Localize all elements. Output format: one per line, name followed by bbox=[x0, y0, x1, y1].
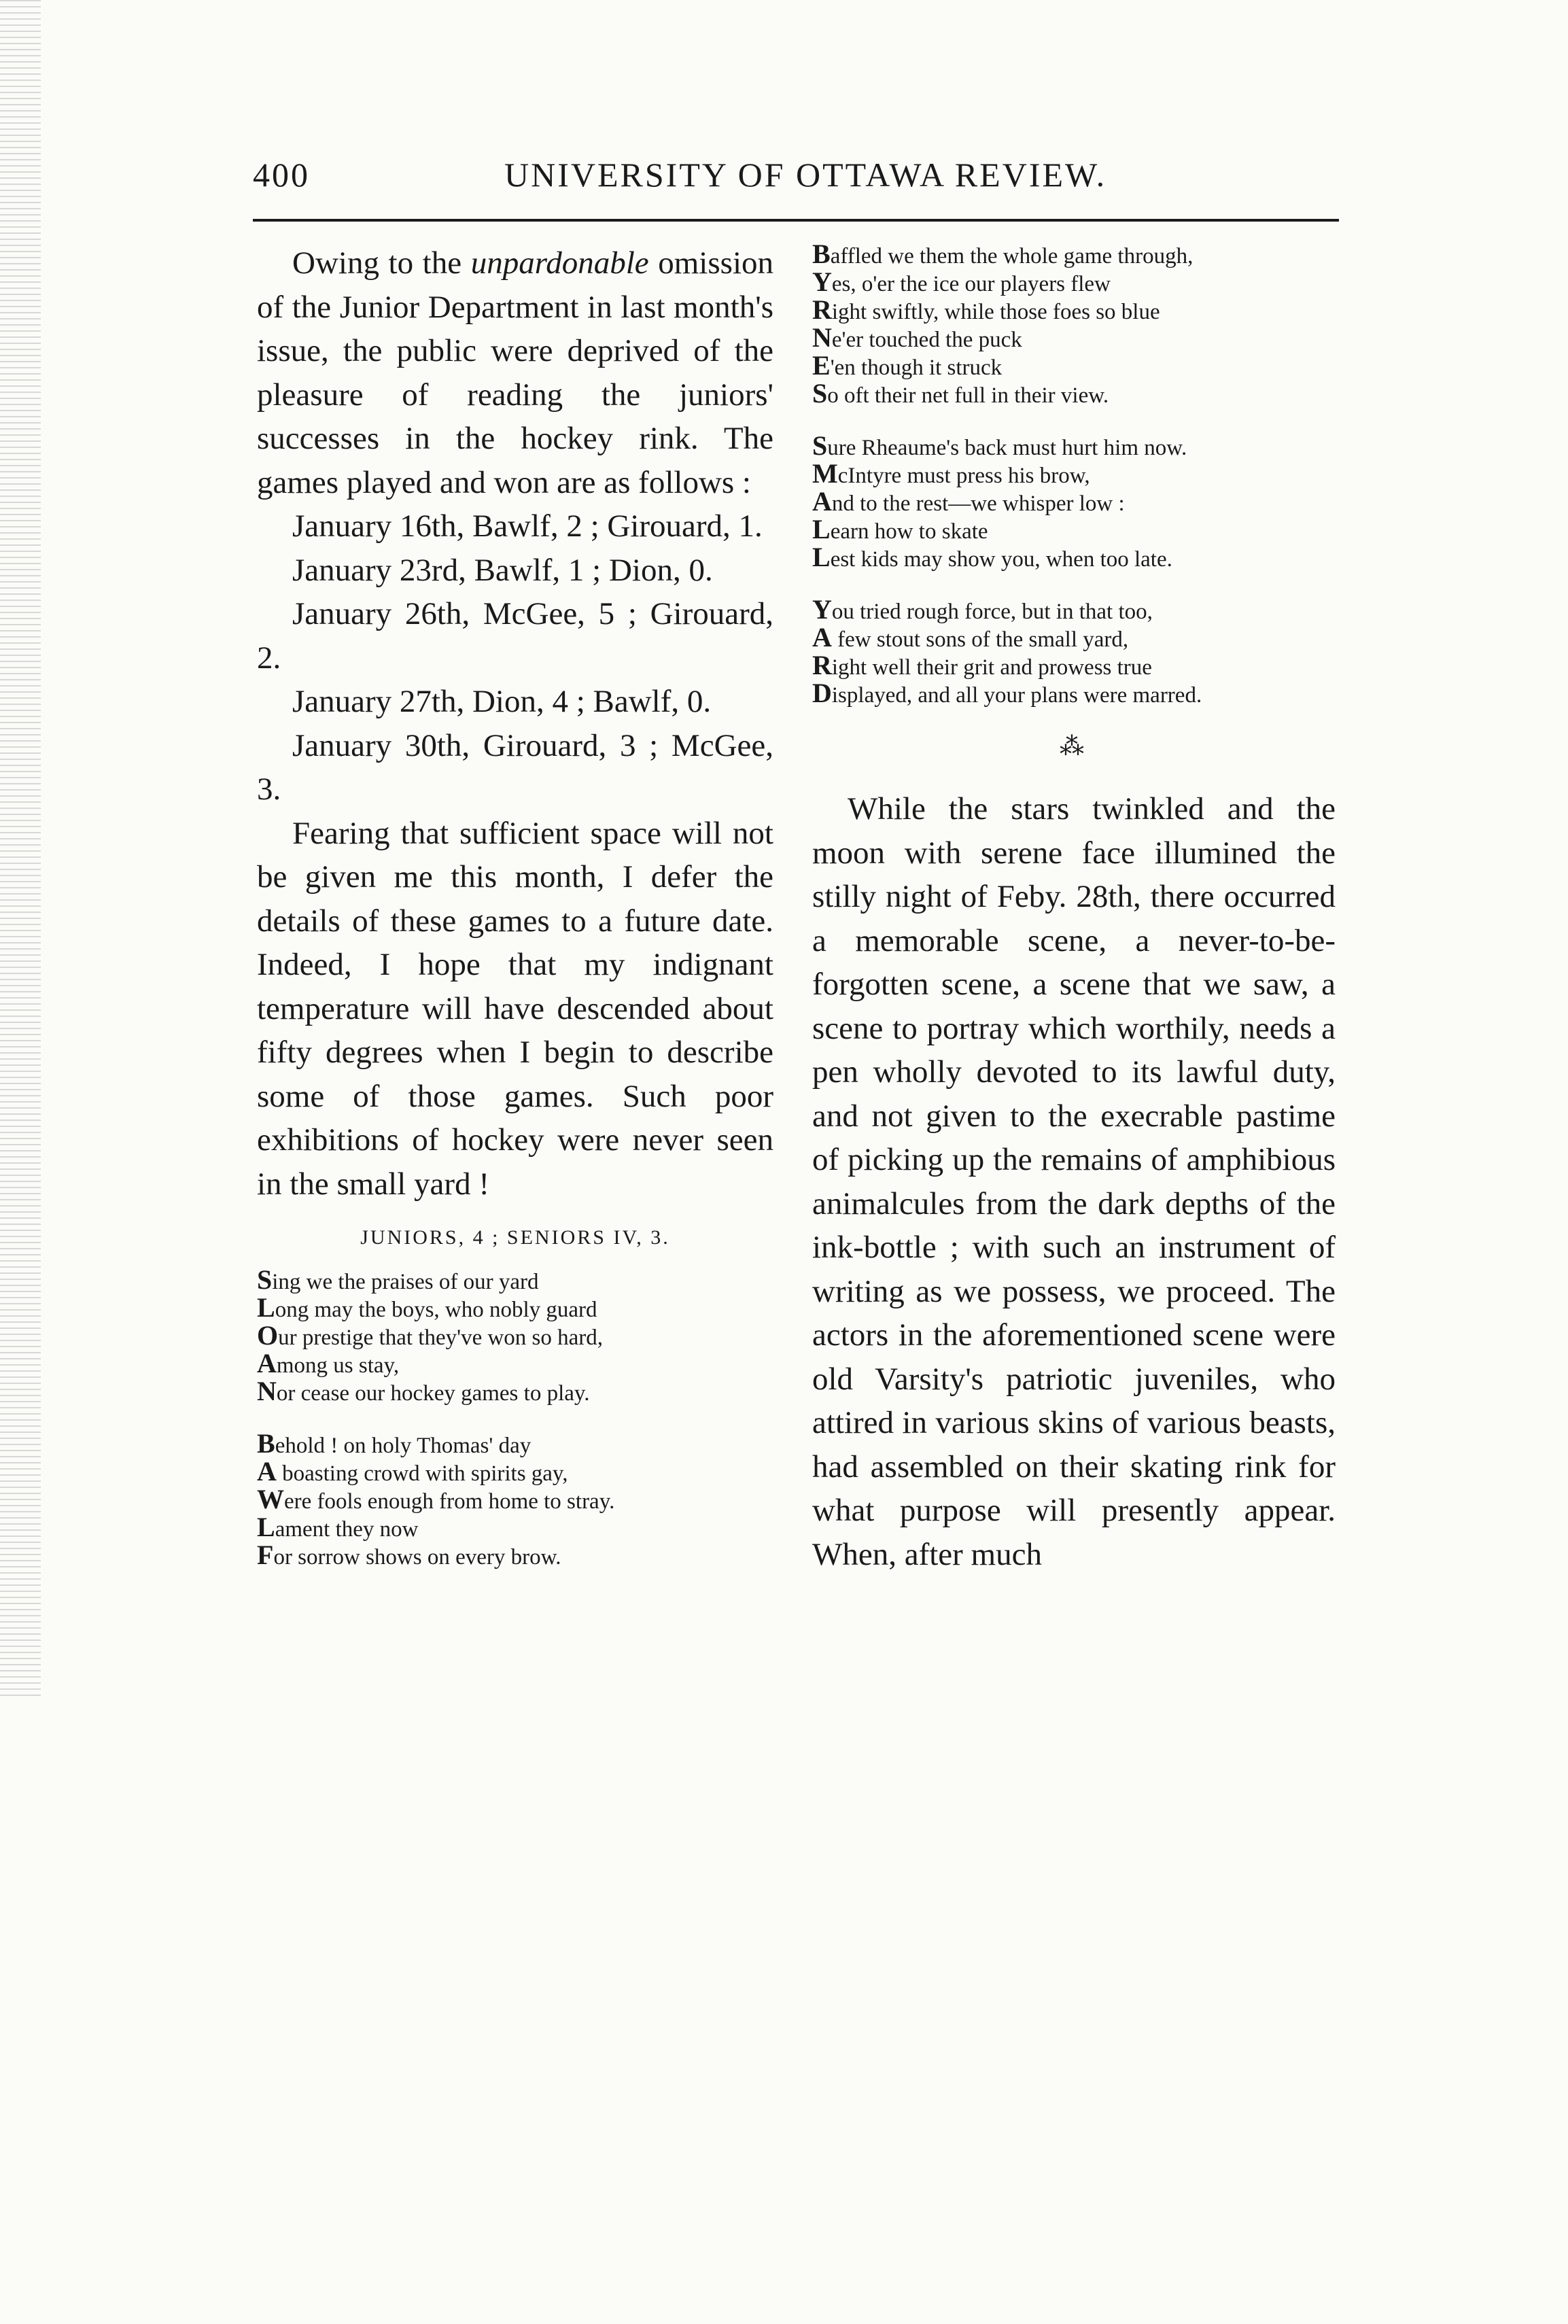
poem-stanza-2 bbox=[257, 1428, 773, 1570]
poem-line: E'en though it struck bbox=[812, 350, 1003, 381]
poem-line: A boasting crowd with spirits gay, bbox=[257, 1456, 568, 1487]
poem-line: You tried rough force, but in that too, bbox=[812, 594, 1153, 625]
poem-line: Our prestige that they've won so hard, bbox=[257, 1320, 604, 1351]
game-result: January 16th, Bawlf, 2 ; Girouard, 1. bbox=[292, 508, 763, 544]
game-result: January 27th, Dion, 4 ; Bawlf, 0. bbox=[292, 684, 712, 719]
game-result: January 23rd, Bawlf, 1 ; Dion, 0. bbox=[292, 552, 713, 588]
intro-paragraph bbox=[257, 241, 773, 504]
poem-line: Long may the boys, who nobly guard bbox=[257, 1292, 597, 1323]
poem-line: For sorrow shows on every brow. bbox=[257, 1540, 561, 1570]
poem-line: Behold ! on holy Thomas' day bbox=[257, 1428, 532, 1459]
left-column bbox=[257, 241, 773, 1595]
poem-line: Nor cease our hockey games to play. bbox=[257, 1376, 590, 1406]
page-header bbox=[253, 155, 1340, 203]
poem-line: And to the rest—we whisper low : bbox=[812, 486, 1125, 517]
poem-stanza-1 bbox=[257, 1264, 773, 1406]
poem-line: Lament they now bbox=[257, 1512, 419, 1542]
poem-line: Among us stay, bbox=[257, 1348, 400, 1378]
poem-line: Learn how to skate bbox=[812, 514, 988, 544]
game-results bbox=[257, 504, 773, 812]
score-heading: JUNIORS, 4 ; SENIORS IV, 3. bbox=[360, 1226, 670, 1249]
scan-margin-artifact bbox=[0, 0, 41, 1699]
closing-paragraph: While the stars twinkled and the moon with serene face illumined the stilly night of Feby. 28th, there occurred a memorable scene, a never-to-be-forgotten scene, a scene that we saw, a scene to portray which worthily, needs a pen wholly devoted to its lawful duty, and not given to the execrable pastime of picking up the remains of amphibious animalcules from the dark depths of the ink-bottle ; with such an instrument of writing as we possess, we proceed. The actors in the aforementioned scene were old Varsity's patriotic juveniles, who attired in various skins of various beasts, had assembled on their skating rink for what purpose will presently appear. When, after much bbox=[812, 791, 1336, 1572]
poem-line: Displayed, and all your plans were marred. bbox=[812, 678, 1202, 708]
poem-stanza-5 bbox=[812, 594, 1336, 708]
poem-line: Yes, o'er the ice our players flew bbox=[812, 266, 1111, 297]
page-number: 400 bbox=[253, 156, 310, 194]
poem-line: McIntyre must press his brow, bbox=[812, 458, 1090, 489]
section-separator-asterism: ⁂ bbox=[1060, 733, 1088, 760]
intro-emphasis: unpardonable bbox=[470, 245, 649, 281]
header-rule bbox=[253, 219, 1339, 222]
poem-stanza-4 bbox=[812, 430, 1336, 572]
game-result: January 26th, McGee, 5 ; Girouard, 2. bbox=[257, 596, 773, 676]
poem-line: Baffled we them the whole game through, bbox=[812, 239, 1194, 269]
poem-stanza-3 bbox=[812, 241, 1336, 409]
running-title: UNIVERSITY OF OTTAWA REVIEW. bbox=[504, 156, 1107, 194]
intro-text-end: omission of the Junior Department in last month's issue, the public were deprived of the pleasure of reading the juniors' successes in the hockey rink. The games played and won are as follows : bbox=[257, 245, 773, 500]
game-result: January 30th, Girouard, 3 ; McGee, 3. bbox=[257, 727, 773, 807]
poem-line: Right swiftly, while those foes so blue bbox=[812, 294, 1160, 325]
fearing-paragraph: Fearing that sufficient space will not be given me this month, I defer the details of these games to a future date. Indeed, I hope that my indignant temperature will have descended about fifty degrees when I begin to describe some of those games. Such poor exhibitions of hockey were never seen in the small yard ! bbox=[257, 815, 773, 1202]
poem-line: So oft their net full in their view. bbox=[812, 378, 1109, 409]
poem-line: Ne'er touched the puck bbox=[812, 322, 1022, 353]
intro-text-start: Owing to the bbox=[292, 245, 471, 281]
right-column bbox=[812, 241, 1336, 1576]
poem-line: A few stout sons of the small yard, bbox=[812, 622, 1129, 653]
poem-line: Were fools enough from home to stray. bbox=[257, 1484, 615, 1514]
poem-line: Sure Rheaume's back must hurt him now. bbox=[812, 430, 1187, 461]
poem-line: Lest kids may show you, when too late. bbox=[812, 542, 1172, 572]
poem-line: Sing we the praises of our yard bbox=[257, 1264, 539, 1295]
poem-line: Right well their grit and prowess true bbox=[812, 650, 1152, 680]
